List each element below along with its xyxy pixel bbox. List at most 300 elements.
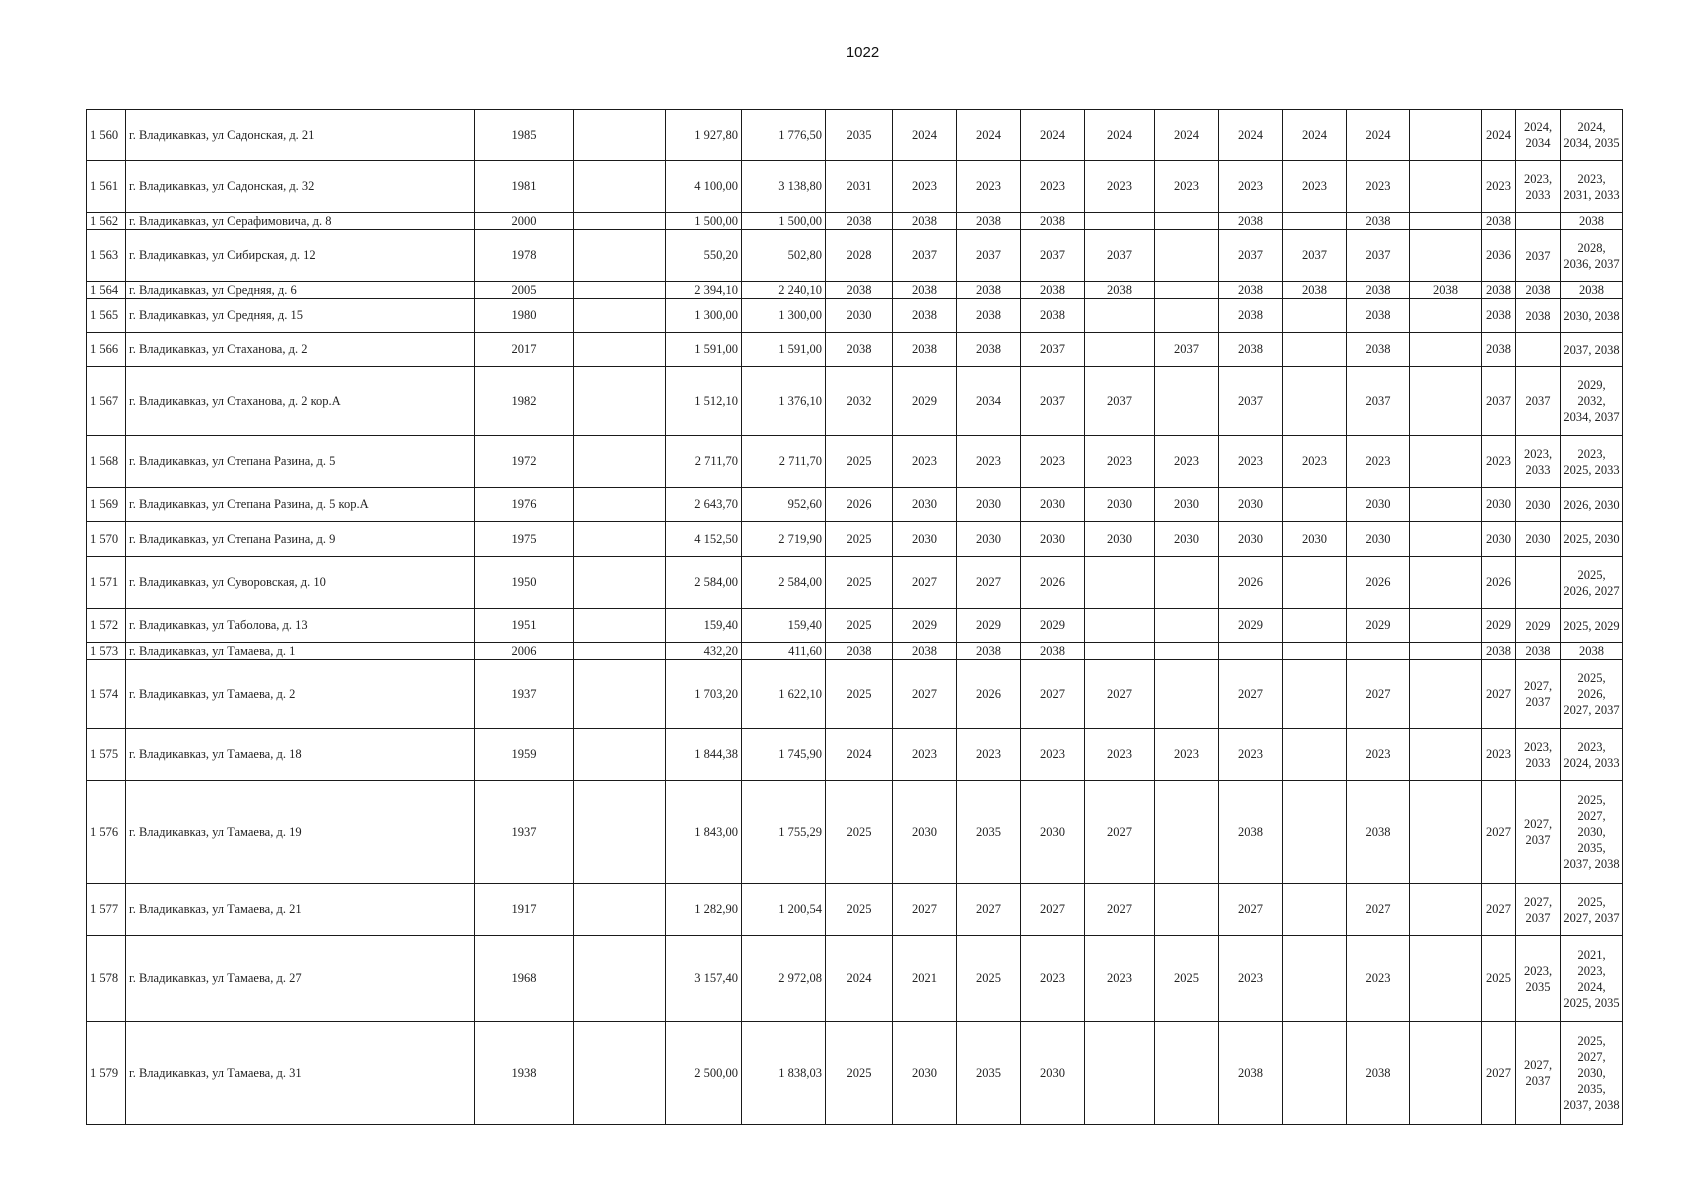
year-cell: 2026 bbox=[1347, 557, 1410, 609]
build-year-cell: 1981 bbox=[475, 161, 574, 213]
year-cell-summary: 2038 bbox=[1561, 282, 1623, 299]
empty-cell bbox=[574, 230, 666, 282]
year-cell bbox=[1283, 299, 1347, 333]
table-row bbox=[87, 729, 1623, 781]
year-cell: 2023 bbox=[1219, 936, 1283, 1022]
year-cell-summary: 2026, 2030 bbox=[1561, 488, 1623, 522]
empty-cell bbox=[574, 1022, 666, 1125]
row-number: 1 564 bbox=[87, 282, 126, 299]
year-cell-summary: 2037, 2038 bbox=[1561, 333, 1623, 367]
year-cell: 2038 bbox=[1347, 213, 1410, 230]
row-number: 1 569 bbox=[87, 488, 126, 522]
row-number: 1 560 bbox=[87, 110, 126, 161]
year-cell bbox=[1410, 436, 1482, 488]
row-number: 1 567 bbox=[87, 367, 126, 436]
empty-cell bbox=[574, 643, 666, 660]
year-cell: 2027 bbox=[1347, 660, 1410, 729]
total-area-cell: 4 100,00 bbox=[666, 161, 742, 213]
year-cell: 2023 bbox=[1085, 729, 1155, 781]
year-cell-summary: 2023, 2025, 2033 bbox=[1561, 436, 1623, 488]
year-cell: 2030 bbox=[1021, 1022, 1085, 1125]
total-area-cell: 1 927,80 bbox=[666, 110, 742, 161]
year-cell: 2025 bbox=[826, 1022, 893, 1125]
year-cell bbox=[1347, 643, 1410, 660]
total-area-cell: 1 591,00 bbox=[666, 333, 742, 367]
year-cell-summary: 2025, 2026, 2027, 2037 bbox=[1561, 660, 1623, 729]
year-cell bbox=[1283, 213, 1347, 230]
housing-registry-table bbox=[86, 109, 1623, 1125]
build-year-cell: 1968 bbox=[475, 936, 574, 1022]
year-cell: 2027 bbox=[1482, 781, 1516, 884]
year-cell: 2038 bbox=[1219, 282, 1283, 299]
year-cell: 2030 bbox=[957, 522, 1021, 557]
year-cell bbox=[1410, 609, 1482, 643]
year-cell: 2023 bbox=[957, 729, 1021, 781]
year-cell: 2038 bbox=[1219, 333, 1283, 367]
total-area-cell: 1 703,20 bbox=[666, 660, 742, 729]
year-cell: 2025 bbox=[826, 436, 893, 488]
year-cell-multi: 2027, 2037 bbox=[1516, 781, 1561, 884]
build-year-cell: 1951 bbox=[475, 609, 574, 643]
year-cell bbox=[1410, 213, 1482, 230]
year-cell: 2038 bbox=[957, 333, 1021, 367]
year-cell: 2038 bbox=[1347, 299, 1410, 333]
row-number: 1 576 bbox=[87, 781, 126, 884]
year-cell: 2029 bbox=[1021, 609, 1085, 643]
build-year-cell: 1938 bbox=[475, 1022, 574, 1125]
year-cell: 2030 bbox=[1482, 522, 1516, 557]
year-cell: 2027 bbox=[1085, 660, 1155, 729]
year-cell: 2023 bbox=[893, 436, 957, 488]
address-cell: г. Владикавказ, ул Суворовская, д. 10 bbox=[126, 557, 475, 609]
year-cell bbox=[1410, 643, 1482, 660]
year-cell: 2029 bbox=[957, 609, 1021, 643]
year-cell: 2024 bbox=[1219, 110, 1283, 161]
row-number: 1 568 bbox=[87, 436, 126, 488]
year-cell: 2030 bbox=[1021, 488, 1085, 522]
total-area-cell: 4 152,50 bbox=[666, 522, 742, 557]
year-cell: 2027 bbox=[1219, 660, 1283, 729]
year-cell-summary: 2024, 2034, 2035 bbox=[1561, 110, 1623, 161]
year-cell: 2030 bbox=[1347, 522, 1410, 557]
year-cell bbox=[1219, 643, 1283, 660]
year-cell: 2027 bbox=[1085, 884, 1155, 936]
year-cell bbox=[1085, 643, 1155, 660]
address-cell: г. Владикавказ, ул Тамаева, д. 27 bbox=[126, 936, 475, 1022]
build-year-cell: 2005 bbox=[475, 282, 574, 299]
total-area-cell: 2 584,00 bbox=[666, 557, 742, 609]
empty-cell bbox=[574, 282, 666, 299]
year-cell-multi: 2030 bbox=[1516, 488, 1561, 522]
address-cell: г. Владикавказ, ул Сибирская, д. 12 bbox=[126, 230, 475, 282]
year-cell bbox=[1283, 557, 1347, 609]
build-year-cell: 1937 bbox=[475, 660, 574, 729]
year-cell bbox=[1410, 660, 1482, 729]
address-cell: г. Владикавказ, ул Степана Разина, д. 9 bbox=[126, 522, 475, 557]
year-cell-multi: 2038 bbox=[1516, 643, 1561, 660]
address-cell: г. Владикавказ, ул Тамаева, д. 2 bbox=[126, 660, 475, 729]
year-cell-multi: 2023, 2033 bbox=[1516, 161, 1561, 213]
table-row bbox=[87, 299, 1623, 333]
year-cell: 2037 bbox=[1021, 367, 1085, 436]
year-cell bbox=[1283, 1022, 1347, 1125]
year-cell bbox=[1410, 1022, 1482, 1125]
year-cell: 2037 bbox=[1219, 367, 1283, 436]
living-area-cell: 159,40 bbox=[742, 609, 826, 643]
year-cell-multi bbox=[1516, 557, 1561, 609]
year-cell: 2030 bbox=[1219, 522, 1283, 557]
year-cell bbox=[1155, 557, 1219, 609]
year-cell-multi: 2038 bbox=[1516, 299, 1561, 333]
year-cell: 2038 bbox=[893, 643, 957, 660]
year-cell: 2023 bbox=[893, 161, 957, 213]
build-year-cell: 1976 bbox=[475, 488, 574, 522]
year-cell: 2037 bbox=[1347, 367, 1410, 436]
table-row bbox=[87, 643, 1623, 660]
year-cell: 2027 bbox=[957, 884, 1021, 936]
empty-cell bbox=[574, 367, 666, 436]
year-cell: 2023 bbox=[1021, 936, 1085, 1022]
year-cell: 2037 bbox=[1085, 367, 1155, 436]
year-cell bbox=[1085, 1022, 1155, 1125]
year-cell: 2032 bbox=[826, 367, 893, 436]
year-cell: 2025 bbox=[957, 936, 1021, 1022]
year-cell: 2030 bbox=[1219, 488, 1283, 522]
year-cell bbox=[1155, 781, 1219, 884]
year-cell bbox=[1410, 230, 1482, 282]
living-area-cell: 1 376,10 bbox=[742, 367, 826, 436]
page-number: 1022 bbox=[845, 44, 880, 61]
year-cell-multi: 2029 bbox=[1516, 609, 1561, 643]
year-cell bbox=[1283, 660, 1347, 729]
year-cell: 2025 bbox=[826, 522, 893, 557]
year-cell: 2026 bbox=[1219, 557, 1283, 609]
year-cell: 2025 bbox=[826, 884, 893, 936]
empty-cell bbox=[574, 781, 666, 884]
year-cell: 2027 bbox=[1085, 781, 1155, 884]
year-cell: 2023 bbox=[1155, 161, 1219, 213]
year-cell: 2037 bbox=[1155, 333, 1219, 367]
living-area-cell: 2 719,90 bbox=[742, 522, 826, 557]
year-cell bbox=[1155, 609, 1219, 643]
empty-cell bbox=[574, 660, 666, 729]
table-row bbox=[87, 557, 1623, 609]
year-cell: 2024 bbox=[826, 729, 893, 781]
year-cell: 2030 bbox=[893, 1022, 957, 1125]
table-row bbox=[87, 161, 1623, 213]
living-area-cell: 1 591,00 bbox=[742, 333, 826, 367]
year-cell: 2030 bbox=[1482, 488, 1516, 522]
year-cell: 2023 bbox=[1085, 161, 1155, 213]
table-row bbox=[87, 436, 1623, 488]
year-cell bbox=[1085, 609, 1155, 643]
living-area-cell: 1 755,29 bbox=[742, 781, 826, 884]
total-area-cell: 2 394,10 bbox=[666, 282, 742, 299]
total-area-cell: 1 843,00 bbox=[666, 781, 742, 884]
year-cell: 2024 bbox=[1482, 110, 1516, 161]
year-cell: 2023 bbox=[1482, 436, 1516, 488]
year-cell: 2038 bbox=[1219, 781, 1283, 884]
row-number: 1 571 bbox=[87, 557, 126, 609]
year-cell-multi: 2023, 2033 bbox=[1516, 436, 1561, 488]
year-cell: 2027 bbox=[957, 557, 1021, 609]
year-cell: 2030 bbox=[826, 299, 893, 333]
year-cell: 2023 bbox=[1347, 729, 1410, 781]
empty-cell bbox=[574, 333, 666, 367]
year-cell-multi: 2024, 2034 bbox=[1516, 110, 1561, 161]
year-cell: 2023 bbox=[1347, 936, 1410, 1022]
address-cell: г. Владикавказ, ул Тамаева, д. 1 bbox=[126, 643, 475, 660]
living-area-cell: 1 622,10 bbox=[742, 660, 826, 729]
build-year-cell: 1972 bbox=[475, 436, 574, 488]
address-cell: г. Владикавказ, ул Степана Разина, д. 5 bbox=[126, 436, 475, 488]
year-cell bbox=[1410, 936, 1482, 1022]
year-cell bbox=[1410, 333, 1482, 367]
year-cell: 2026 bbox=[826, 488, 893, 522]
year-cell: 2024 bbox=[893, 110, 957, 161]
year-cell bbox=[1410, 110, 1482, 161]
row-number: 1 570 bbox=[87, 522, 126, 557]
empty-cell bbox=[574, 161, 666, 213]
year-cell: 2023 bbox=[1021, 161, 1085, 213]
year-cell: 2024 bbox=[1021, 110, 1085, 161]
year-cell: 2023 bbox=[1482, 161, 1516, 213]
year-cell: 2023 bbox=[1021, 436, 1085, 488]
year-cell: 2024 bbox=[1283, 110, 1347, 161]
year-cell bbox=[1283, 781, 1347, 884]
year-cell: 2038 bbox=[957, 282, 1021, 299]
living-area-cell: 3 138,80 bbox=[742, 161, 826, 213]
living-area-cell: 2 972,08 bbox=[742, 936, 826, 1022]
living-area-cell: 1 200,54 bbox=[742, 884, 826, 936]
build-year-cell: 1917 bbox=[475, 884, 574, 936]
year-cell: 2038 bbox=[826, 282, 893, 299]
living-area-cell: 2 584,00 bbox=[742, 557, 826, 609]
year-cell: 2025 bbox=[1155, 936, 1219, 1022]
year-cell: 2023 bbox=[1155, 729, 1219, 781]
year-cell: 2023 bbox=[1347, 161, 1410, 213]
year-cell: 2038 bbox=[1219, 1022, 1283, 1125]
year-cell bbox=[1155, 213, 1219, 230]
table-row bbox=[87, 110, 1623, 161]
year-cell: 2036 bbox=[1482, 230, 1516, 282]
address-cell: г. Владикавказ, ул Средняя, д. 15 bbox=[126, 299, 475, 333]
address-cell: г. Владикавказ, ул Стаханова, д. 2 bbox=[126, 333, 475, 367]
empty-cell bbox=[574, 488, 666, 522]
year-cell: 2037 bbox=[1347, 230, 1410, 282]
table-row bbox=[87, 781, 1623, 884]
year-cell-summary: 2025, 2026, 2027 bbox=[1561, 557, 1623, 609]
year-cell: 2038 bbox=[893, 299, 957, 333]
build-year-cell: 1980 bbox=[475, 299, 574, 333]
year-cell: 2035 bbox=[826, 110, 893, 161]
empty-cell bbox=[574, 936, 666, 1022]
year-cell: 2024 bbox=[1347, 110, 1410, 161]
year-cell: 2024 bbox=[1155, 110, 1219, 161]
empty-cell bbox=[574, 522, 666, 557]
year-cell bbox=[1085, 333, 1155, 367]
year-cell: 2038 bbox=[1283, 282, 1347, 299]
build-year-cell: 1978 bbox=[475, 230, 574, 282]
year-cell: 2027 bbox=[893, 660, 957, 729]
year-cell: 2025 bbox=[826, 660, 893, 729]
year-cell: 2038 bbox=[1347, 282, 1410, 299]
year-cell: 2038 bbox=[893, 213, 957, 230]
year-cell: 2035 bbox=[957, 781, 1021, 884]
table-row bbox=[87, 522, 1623, 557]
address-cell: г. Владикавказ, ул Тамаева, д. 21 bbox=[126, 884, 475, 936]
year-cell: 2027 bbox=[893, 557, 957, 609]
year-cell bbox=[1155, 660, 1219, 729]
year-cell bbox=[1283, 643, 1347, 660]
year-cell-summary: 2025, 2027, 2037 bbox=[1561, 884, 1623, 936]
year-cell: 2038 bbox=[1482, 299, 1516, 333]
year-cell bbox=[1283, 367, 1347, 436]
living-area-cell: 952,60 bbox=[742, 488, 826, 522]
year-cell: 2035 bbox=[957, 1022, 1021, 1125]
year-cell-multi: 2023, 2035 bbox=[1516, 936, 1561, 1022]
year-cell: 2030 bbox=[1021, 781, 1085, 884]
total-area-cell: 3 157,40 bbox=[666, 936, 742, 1022]
year-cell-summary: 2025, 2029 bbox=[1561, 609, 1623, 643]
total-area-cell: 1 282,90 bbox=[666, 884, 742, 936]
year-cell: 2030 bbox=[1085, 488, 1155, 522]
year-cell: 2038 bbox=[893, 333, 957, 367]
year-cell bbox=[1410, 161, 1482, 213]
address-cell: г. Владикавказ, ул Садонская, д. 21 bbox=[126, 110, 475, 161]
table-row bbox=[87, 936, 1623, 1022]
empty-cell bbox=[574, 557, 666, 609]
table-row bbox=[87, 213, 1623, 230]
year-cell: 2030 bbox=[893, 522, 957, 557]
year-cell-multi: 2027, 2037 bbox=[1516, 660, 1561, 729]
year-cell-multi bbox=[1516, 213, 1561, 230]
year-cell: 2030 bbox=[1155, 522, 1219, 557]
year-cell bbox=[1410, 488, 1482, 522]
year-cell-multi bbox=[1516, 333, 1561, 367]
year-cell: 2026 bbox=[1021, 557, 1085, 609]
year-cell: 2021 bbox=[893, 936, 957, 1022]
year-cell: 2027 bbox=[1021, 884, 1085, 936]
empty-cell bbox=[574, 729, 666, 781]
year-cell: 2038 bbox=[1482, 282, 1516, 299]
year-cell: 2029 bbox=[1482, 609, 1516, 643]
year-cell: 2038 bbox=[1021, 299, 1085, 333]
year-cell: 2029 bbox=[1219, 609, 1283, 643]
year-cell: 2037 bbox=[1021, 230, 1085, 282]
table-row bbox=[87, 1022, 1623, 1125]
year-cell: 2038 bbox=[893, 282, 957, 299]
year-cell: 2038 bbox=[1085, 282, 1155, 299]
year-cell: 2037 bbox=[1021, 333, 1085, 367]
build-year-cell: 1959 bbox=[475, 729, 574, 781]
year-cell-summary: 2023, 2024, 2033 bbox=[1561, 729, 1623, 781]
build-year-cell: 2017 bbox=[475, 333, 574, 367]
year-cell: 2023 bbox=[1085, 936, 1155, 1022]
year-cell bbox=[1283, 333, 1347, 367]
year-cell: 2029 bbox=[1347, 609, 1410, 643]
year-cell-multi: 2027, 2037 bbox=[1516, 1022, 1561, 1125]
year-cell: 2038 bbox=[1347, 781, 1410, 884]
year-cell: 2038 bbox=[957, 213, 1021, 230]
year-cell: 2038 bbox=[1219, 299, 1283, 333]
total-area-cell: 2 711,70 bbox=[666, 436, 742, 488]
year-cell: 2026 bbox=[957, 660, 1021, 729]
year-cell: 2023 bbox=[1482, 729, 1516, 781]
year-cell: 2037 bbox=[893, 230, 957, 282]
year-cell: 2038 bbox=[1410, 282, 1482, 299]
year-cell bbox=[1155, 367, 1219, 436]
year-cell: 2038 bbox=[957, 643, 1021, 660]
year-cell: 2030 bbox=[1347, 488, 1410, 522]
row-number: 1 573 bbox=[87, 643, 126, 660]
total-area-cell: 550,20 bbox=[666, 230, 742, 282]
living-area-cell: 1 500,00 bbox=[742, 213, 826, 230]
year-cell: 2038 bbox=[1021, 213, 1085, 230]
year-cell-summary: 2038 bbox=[1561, 213, 1623, 230]
year-cell bbox=[1410, 781, 1482, 884]
year-cell-summary: 2028, 2036, 2037 bbox=[1561, 230, 1623, 282]
year-cell: 2030 bbox=[1021, 522, 1085, 557]
year-cell: 2038 bbox=[1482, 213, 1516, 230]
year-cell: 2023 bbox=[957, 436, 1021, 488]
year-cell: 2038 bbox=[826, 643, 893, 660]
year-cell bbox=[1155, 282, 1219, 299]
empty-cell bbox=[574, 110, 666, 161]
table-body bbox=[87, 110, 1623, 1125]
year-cell bbox=[1155, 1022, 1219, 1125]
total-area-cell: 1 500,00 bbox=[666, 213, 742, 230]
year-cell bbox=[1085, 557, 1155, 609]
living-area-cell: 2 711,70 bbox=[742, 436, 826, 488]
year-cell-summary: 2021, 2023, 2024, 2025, 2035 bbox=[1561, 936, 1623, 1022]
year-cell: 2030 bbox=[957, 488, 1021, 522]
year-cell: 2024 bbox=[1085, 110, 1155, 161]
living-area-cell: 2 240,10 bbox=[742, 282, 826, 299]
year-cell: 2038 bbox=[1482, 643, 1516, 660]
year-cell bbox=[1155, 643, 1219, 660]
address-cell: г. Владикавказ, ул Тамаева, д. 18 bbox=[126, 729, 475, 781]
year-cell: 2023 bbox=[1021, 729, 1085, 781]
build-year-cell: 1982 bbox=[475, 367, 574, 436]
total-area-cell: 1 300,00 bbox=[666, 299, 742, 333]
total-area-cell: 2 643,70 bbox=[666, 488, 742, 522]
build-year-cell: 2000 bbox=[475, 213, 574, 230]
year-cell: 2037 bbox=[1482, 367, 1516, 436]
living-area-cell: 502,80 bbox=[742, 230, 826, 282]
year-cell-multi: 2037 bbox=[1516, 230, 1561, 282]
year-cell-summary: 2038 bbox=[1561, 643, 1623, 660]
year-cell: 2023 bbox=[1219, 161, 1283, 213]
year-cell-summary: 2025, 2027, 2030, 2035, 2037, 2038 bbox=[1561, 1022, 1623, 1125]
table-row bbox=[87, 367, 1623, 436]
build-year-cell: 1950 bbox=[475, 557, 574, 609]
year-cell: 2038 bbox=[826, 333, 893, 367]
row-number: 1 565 bbox=[87, 299, 126, 333]
year-cell: 2028 bbox=[826, 230, 893, 282]
year-cell: 2037 bbox=[957, 230, 1021, 282]
empty-cell bbox=[574, 609, 666, 643]
year-cell-multi: 2023, 2033 bbox=[1516, 729, 1561, 781]
row-number: 1 578 bbox=[87, 936, 126, 1022]
year-cell: 2024 bbox=[957, 110, 1021, 161]
year-cell bbox=[1410, 367, 1482, 436]
year-cell: 2024 bbox=[826, 936, 893, 1022]
row-number: 1 577 bbox=[87, 884, 126, 936]
year-cell-multi: 2030 bbox=[1516, 522, 1561, 557]
row-number: 1 561 bbox=[87, 161, 126, 213]
year-cell: 2030 bbox=[1155, 488, 1219, 522]
